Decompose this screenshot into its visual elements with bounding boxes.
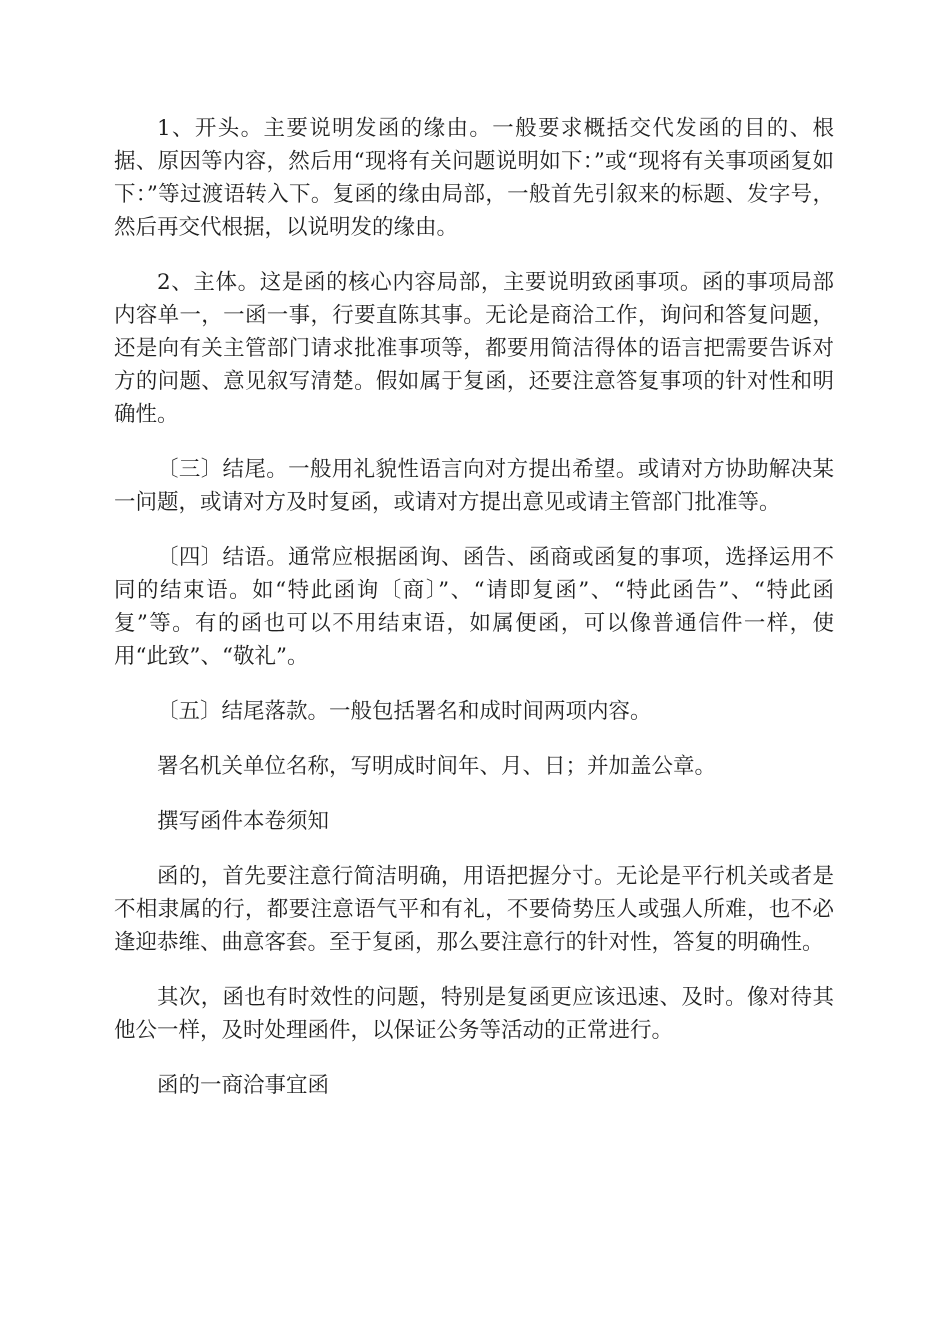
- paragraph-notes-first: 函的，首先要注意行简洁明确，用语把握分寸。无论是平行机关或者是不相隶属的行，都要注意语气平和有礼，不要倚势压人或强人所难，也不必逢迎恭维、曲意客套。至于复函，那么要注意行的针对性，答复的明确性。: [114, 864, 834, 955]
- paragraph-closing-phrase: 〔四〕结语。通常应根据函询、函告、函商或函复的事项，选择运用不同的结束语。如“特此函询〔商〕”、“请即复函”、“特此函告”、“特此函复”等。有的函也可以不用结束语，如属便函，可以像普通信件一样，使用“此致”、“敬礼”。: [114, 545, 834, 669]
- document-body: [114, 112, 834, 1124]
- paragraph-signature-detail: 署名机关单位名称，写明成时间年、月、日；并加盖公章。: [157, 754, 717, 779]
- paragraph-main-body: 2、主体。这是函的核心内容局部，主要说明致函事项。函的事项局部内容单一，一函一事，行要直陈其事。无论是商洽工作，询问和答复问题，还是向有关主管部门请求批准事项等，都要用简洁得体的语言把需要告诉对方的问题、意见叙写清楚。假如属于复函，还要注意答复事项的针对性和明确性。: [114, 270, 834, 427]
- section-heading-negotiation: 函的一商洽事宜函: [157, 1073, 330, 1098]
- paragraph-notes-second: 其次，函也有时效性的问题，特别是复函更应该迅速、及时。像对待其他公一样，及时处理函件，以保证公务等活动的正常进行。: [114, 985, 834, 1043]
- paragraph-opening: 1、开头。主要说明发函的缘由。一般要求概括交代发函的目的、根据、原因等内容，然后用“现将有关问题说明如下：”或“现将有关事项函复如下：”等过渡语转入下。复函的缘由局部，一般首先引叙来的标题、发字号，然后再交代根据，以说明发的缘由。: [114, 116, 834, 240]
- paragraph-ending: 〔三〕结尾。一般用礼貌性语言向对方提出希望。或请对方协助解决某一问题，或请对方及时复函，或请对方提出意见或请主管部门批准等。: [114, 457, 834, 515]
- paragraph-signature: 〔五〕结尾落款。一般包括署名和成时间两项内容。: [157, 699, 652, 724]
- section-heading-notes: 撰写函件本卷须知: [157, 809, 330, 834]
